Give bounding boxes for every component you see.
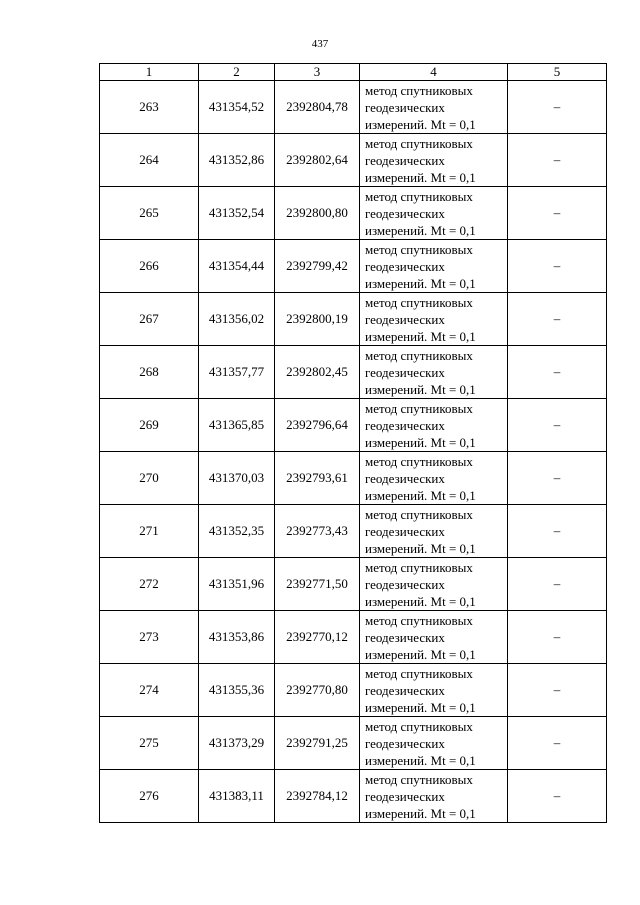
point-number-cell: 266	[100, 240, 199, 293]
point-number-cell: 268	[100, 346, 199, 399]
method-line: геодезических	[365, 364, 445, 380]
point-number-cell: 272	[100, 558, 199, 611]
point-number-cell: 264	[100, 134, 199, 187]
coordinate-x-cell: 431354,44	[199, 240, 275, 293]
method-line: метод спутниковых	[365, 82, 473, 98]
note-cell: –	[508, 505, 607, 558]
note-cell: –	[508, 293, 607, 346]
coordinate-y-cell: 2392791,25	[275, 717, 360, 770]
coordinate-x-cell: 431383,11	[199, 770, 275, 823]
note-cell: –	[508, 81, 607, 134]
table-row	[100, 399, 607, 452]
point-number-cell: 273	[100, 611, 199, 664]
method-line: измерений. Mt = 0,1	[365, 434, 476, 450]
header-cell-2: 2	[199, 64, 275, 81]
method-cell	[360, 346, 508, 399]
coordinate-y-cell: 2392802,45	[275, 346, 360, 399]
method-line: метод спутниковых	[365, 294, 473, 310]
coordinate-y-cell: 2392800,80	[275, 187, 360, 240]
coordinate-x-cell: 431365,85	[199, 399, 275, 452]
method-line: измерений. Mt = 0,1	[365, 487, 476, 503]
table-row	[100, 293, 607, 346]
coordinate-x-cell: 431357,77	[199, 346, 275, 399]
coordinate-x-cell: 431356,02	[199, 293, 275, 346]
method-line: геодезических	[365, 417, 445, 433]
method-line: измерений. Mt = 0,1	[365, 116, 476, 132]
point-number-cell: 269	[100, 399, 199, 452]
note-cell: –	[508, 611, 607, 664]
method-line: измерений. Mt = 0,1	[365, 328, 476, 344]
method-line: измерений. Mt = 0,1	[365, 699, 476, 715]
method-line: измерений. Mt = 0,1	[365, 275, 476, 291]
point-number-cell: 270	[100, 452, 199, 505]
method-line: измерений. Mt = 0,1	[365, 593, 476, 609]
table-row	[100, 664, 607, 717]
method-cell	[360, 399, 508, 452]
note-cell: –	[508, 134, 607, 187]
note-cell: –	[508, 346, 607, 399]
coordinates-table	[99, 63, 607, 823]
point-number-cell: 271	[100, 505, 199, 558]
point-number-cell: 263	[100, 81, 199, 134]
table-row	[100, 717, 607, 770]
method-line: измерений. Mt = 0,1	[365, 381, 476, 397]
note-cell: –	[508, 187, 607, 240]
method-line: метод спутниковых	[365, 718, 473, 734]
method-cell	[360, 293, 508, 346]
method-cell	[360, 240, 508, 293]
method-cell	[360, 187, 508, 240]
coordinate-x-cell: 431352,35	[199, 505, 275, 558]
table-row	[100, 505, 607, 558]
method-line: геодезических	[365, 470, 445, 486]
header-row	[100, 64, 607, 81]
method-line: геодезических	[365, 152, 445, 168]
note-cell: –	[508, 558, 607, 611]
method-cell	[360, 558, 508, 611]
method-line: геодезических	[365, 205, 445, 221]
note-cell: –	[508, 770, 607, 823]
coordinate-x-cell: 431354,52	[199, 81, 275, 134]
method-line: метод спутниковых	[365, 559, 473, 575]
table-row	[100, 611, 607, 664]
method-cell	[360, 81, 508, 134]
method-cell	[360, 611, 508, 664]
point-number-cell: 265	[100, 187, 199, 240]
method-line: метод спутниковых	[365, 347, 473, 363]
method-line: геодезических	[365, 682, 445, 698]
point-number-cell: 275	[100, 717, 199, 770]
note-cell: –	[508, 399, 607, 452]
method-line: измерений. Mt = 0,1	[365, 222, 476, 238]
method-cell	[360, 134, 508, 187]
method-line: геодезических	[365, 735, 445, 751]
method-cell	[360, 505, 508, 558]
coordinate-y-cell: 2392770,12	[275, 611, 360, 664]
method-line: измерений. Mt = 0,1	[365, 805, 476, 821]
method-line: геодезических	[365, 99, 445, 115]
table-row	[100, 346, 607, 399]
coordinate-x-cell: 431351,96	[199, 558, 275, 611]
method-line: геодезических	[365, 629, 445, 645]
coordinate-y-cell: 2392802,64	[275, 134, 360, 187]
coordinate-x-cell: 431352,54	[199, 187, 275, 240]
note-cell: –	[508, 452, 607, 505]
header-cell-4: 4	[360, 64, 508, 81]
coordinate-x-cell: 431370,03	[199, 452, 275, 505]
table-row	[100, 452, 607, 505]
header-cell-3: 3	[275, 64, 360, 81]
point-number-cell: 276	[100, 770, 199, 823]
method-line: метод спутниковых	[365, 771, 473, 787]
table-row	[100, 240, 607, 293]
note-cell: –	[508, 717, 607, 770]
method-cell	[360, 452, 508, 505]
table-row	[100, 81, 607, 134]
method-line: измерений. Mt = 0,1	[365, 540, 476, 556]
method-line: геодезических	[365, 258, 445, 274]
method-line: геодезических	[365, 788, 445, 804]
coordinate-x-cell: 431352,86	[199, 134, 275, 187]
coordinate-y-cell: 2392796,64	[275, 399, 360, 452]
coordinate-y-cell: 2392784,12	[275, 770, 360, 823]
method-cell	[360, 717, 508, 770]
method-line: измерений. Mt = 0,1	[365, 752, 476, 768]
coordinate-x-cell: 431353,86	[199, 611, 275, 664]
method-cell	[360, 664, 508, 717]
table-body	[100, 81, 607, 823]
method-line: геодезических	[365, 576, 445, 592]
coordinate-y-cell: 2392773,43	[275, 505, 360, 558]
method-line: метод спутниковых	[365, 453, 473, 469]
point-number-cell: 274	[100, 664, 199, 717]
method-line: геодезических	[365, 523, 445, 539]
coordinate-x-cell: 431355,36	[199, 664, 275, 717]
coordinate-y-cell: 2392799,42	[275, 240, 360, 293]
method-line: метод спутниковых	[365, 241, 473, 257]
point-number-cell: 267	[100, 293, 199, 346]
method-line: измерений. Mt = 0,1	[365, 169, 476, 185]
coordinate-x-cell: 431373,29	[199, 717, 275, 770]
note-cell: –	[508, 664, 607, 717]
method-line: измерений. Mt = 0,1	[365, 646, 476, 662]
note-cell: –	[508, 240, 607, 293]
coordinate-y-cell: 2392771,50	[275, 558, 360, 611]
table-row	[100, 134, 607, 187]
method-cell	[360, 770, 508, 823]
method-line: метод спутниковых	[365, 188, 473, 204]
table-row	[100, 558, 607, 611]
coordinate-y-cell: 2392800,19	[275, 293, 360, 346]
header-cell-5: 5	[508, 64, 607, 81]
method-line: метод спутниковых	[365, 665, 473, 681]
table-row	[100, 770, 607, 823]
page-number: 437	[311, 38, 329, 50]
coordinate-y-cell: 2392804,78	[275, 81, 360, 134]
table-row	[100, 187, 607, 240]
coordinate-y-cell: 2392770,80	[275, 664, 360, 717]
method-line: метод спутниковых	[365, 400, 473, 416]
coordinate-y-cell: 2392793,61	[275, 452, 360, 505]
method-line: метод спутниковых	[365, 612, 473, 628]
method-line: метод спутниковых	[365, 506, 473, 522]
method-line: геодезических	[365, 311, 445, 327]
header-cell-1: 1	[100, 64, 199, 81]
method-line: метод спутниковых	[365, 135, 473, 151]
